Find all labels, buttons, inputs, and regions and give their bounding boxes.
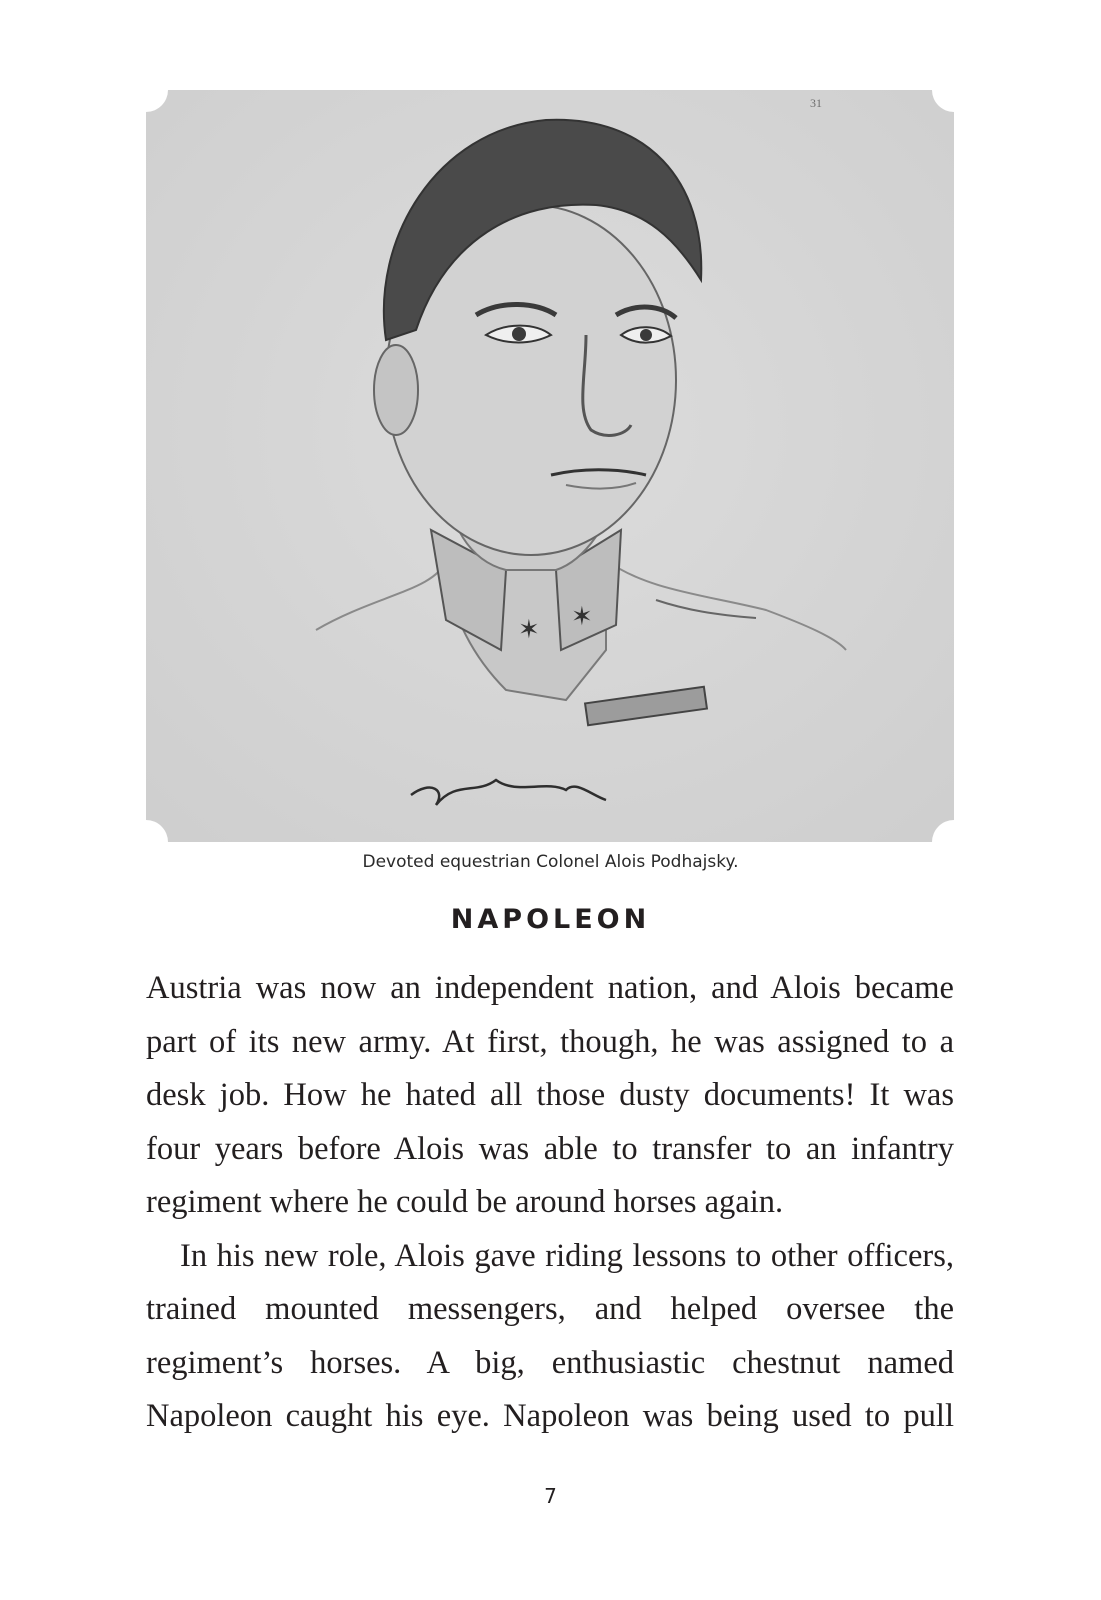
page-number: 7 xyxy=(544,1484,557,1508)
svg-text:✶: ✶ xyxy=(571,602,593,632)
portrait-sketch xyxy=(146,90,954,842)
portrait-figure xyxy=(146,90,954,842)
body-text xyxy=(146,962,954,1444)
plate-number: 31 xyxy=(810,96,822,110)
paragraph-1: Austria was now an independent nation, and Alois became part of its new army. At first, though, he was assigned to a desk job. How he hated all those dusty documents! It was four years before Alois was able to transfer to an infantry regiment where he could be around horses again. xyxy=(146,970,954,1220)
figure-caption: Devoted equestrian Colonel Alois Podhajsky. xyxy=(362,852,739,872)
svg-text:✶: ✶ xyxy=(518,615,540,645)
paragraph-2: In his new role, Alois gave riding lessons to other officers, trained mounted messengers, and helped oversee the regiment’s horses. A big, enthusiastic chestnut named Napoleon caught his eye. Napoleon was being used to pull xyxy=(146,1237,954,1434)
section-title: NAPOLEON xyxy=(450,904,651,935)
